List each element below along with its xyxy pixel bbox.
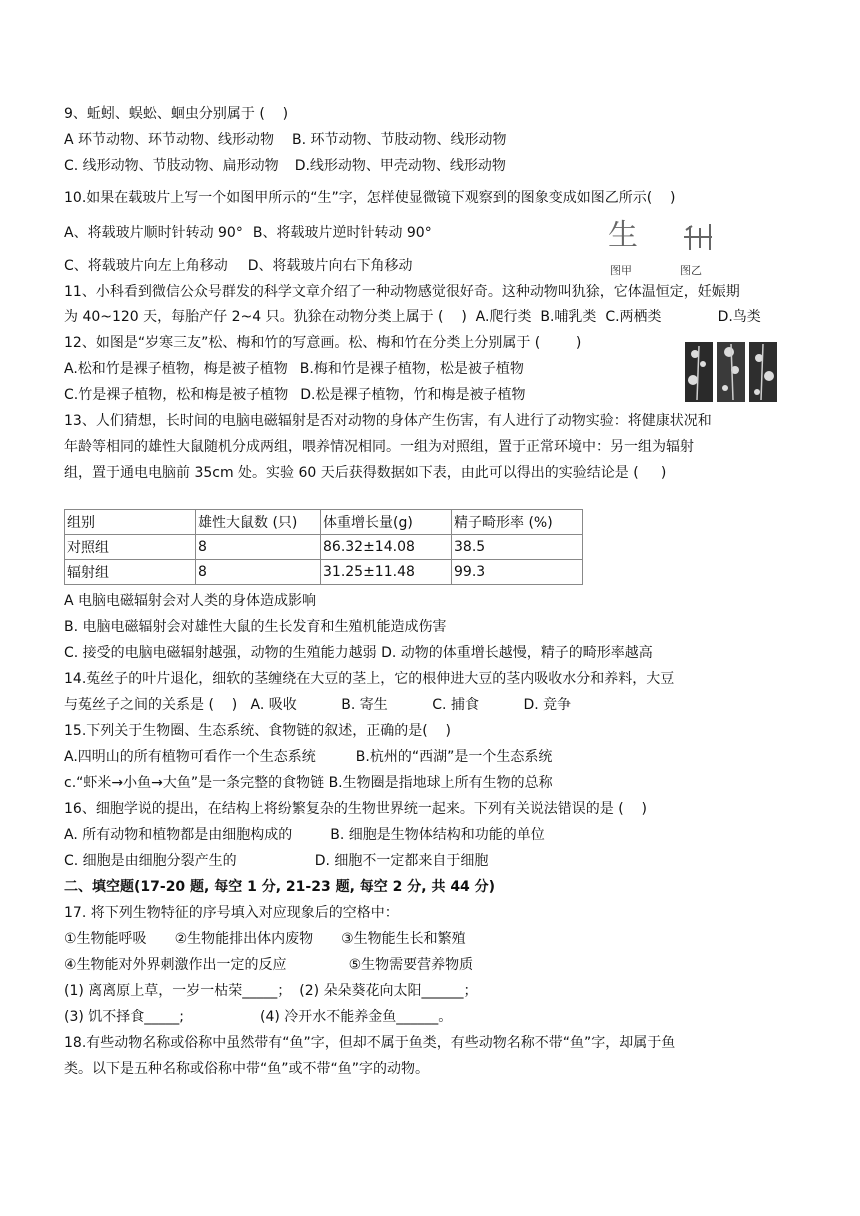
q15-options-row1 bbox=[64, 747, 552, 767]
q10-figure-a-caption: 图甲 bbox=[610, 264, 632, 277]
table-cell: 8 bbox=[196, 560, 321, 585]
q10-options-row1 bbox=[64, 223, 432, 243]
q17-blanks-row1 bbox=[64, 981, 478, 1001]
q17-feature-2: ②生物能排出体内废物 bbox=[174, 931, 314, 947]
q17-blank-3: (3) 饥不择食_____; bbox=[64, 1009, 184, 1025]
q16-option-a: A. 所有动物和植物都是由细胞构成的 bbox=[64, 827, 293, 843]
q13-line3: 组，置于通电电脑前 35cm 处。实验 60 天后获得数据如下表，由此可以得出的实验结论是 ( ) bbox=[64, 465, 667, 481]
q12-option-a: A.松和竹是裸子植物，梅是被子植物 bbox=[64, 361, 288, 377]
table-cell: 86.32±14.08 bbox=[321, 535, 452, 560]
q10-option-d: D、将载玻片向右下角移动 bbox=[247, 258, 413, 274]
table-row bbox=[65, 560, 583, 585]
q15-option-b: B.杭州的“西湖”是一个生态系统 bbox=[355, 749, 553, 765]
q17-stem: 17. 将下列生物特征的序号填入对应现象后的空格中： bbox=[64, 905, 399, 921]
q18-line2: 类。以下是五种名称或俗称中带“鱼”或不带“鱼”字的动物。 bbox=[64, 1061, 430, 1077]
q17-features-row1 bbox=[64, 929, 466, 949]
q9-options-row1 bbox=[64, 130, 507, 150]
q9-stem: 9、蚯蚓、蜈蚣、蛔虫分别属于 ( ) bbox=[64, 106, 289, 122]
q17-blanks-row2 bbox=[64, 1007, 452, 1027]
q13-option-b: B. 电脑电磁辐射会对雄性大鼠的生长发育和生殖机能造成伤害 bbox=[64, 619, 447, 635]
q12-options-row1 bbox=[64, 359, 524, 379]
q17-feature-1: ①生物能呼吸 bbox=[64, 931, 147, 947]
table-header-cell: 体重增长量(g) bbox=[321, 510, 452, 535]
q17-blank-2: (2) 朵朵葵花向太阳______； bbox=[299, 983, 478, 999]
q10-option-b: B、将载玻片逆时针转动 90° bbox=[252, 225, 432, 241]
section-2-title: 二、填空题(17-20 题, 每空 1 分, 21-23 题, 每空 2 分, 共 44 分) bbox=[64, 879, 496, 895]
q9-option-a: A 环节动物、环节动物、线形动物 bbox=[64, 132, 275, 148]
table-header-cell: 精子畸形率 (%) bbox=[452, 510, 583, 535]
q11-option-d: D.鸟类 bbox=[717, 309, 761, 325]
q15-stem: 15.下列关于生物圈、生态系统、食物链的叙述，正确的是( ) bbox=[64, 723, 451, 739]
q16-option-d: D. 细胞不一定都来自于细胞 bbox=[314, 853, 489, 869]
q12-option-b: B.梅和竹是裸子植物，松是被子植物 bbox=[299, 361, 524, 377]
q10-option-a: A、将载玻片顺时针转动 90° bbox=[64, 225, 243, 241]
q13-option-cd: C. 接受的电脑电磁辐射越强，动物的生殖能力越弱 D. 动物的体重增长越慢，精子的畸形率越高 bbox=[64, 645, 653, 661]
q9-option-b: B. 环节动物、节肢动物、线形动物 bbox=[292, 132, 507, 148]
q12-options-row2 bbox=[64, 385, 525, 405]
q11-line1: 11、小科看到微信公众号群发的科学文章介绍了一种动物感觉很好奇。这种动物叫犰狳，它体温恒定，妊娠期 bbox=[64, 284, 740, 300]
q10-option-c: C、将载玻片向左上角移动 bbox=[64, 258, 228, 274]
q17-blank-1: (1) 离离原上草，一岁一枯荣_____； bbox=[64, 983, 292, 999]
q16-option-b: B. 细胞是生物体结构和功能的单位 bbox=[330, 827, 545, 843]
q14-line2: 与菟丝子之间的关系是 ( ) A. 吸收 B. 寄生 C. 捕食 D. 竞争 bbox=[64, 697, 572, 713]
table-cell: 8 bbox=[196, 535, 321, 560]
q13-line2: 年龄等相同的雄性大鼠随机分成两组，喂养情况相同。一组为对照组，置于正常环境中：另一组为辐射 bbox=[64, 439, 694, 455]
table-row bbox=[65, 535, 583, 560]
q15-options-row2: c.“虾米→小鱼→大鱼”是一条完整的食物链 B.生物圈是指地球上所有生物的总称 bbox=[64, 775, 553, 791]
q14-line1: 14.菟丝子的叶片退化，细软的茎缠绕在大豆的茎上，它的根伸进大豆的茎内吸收水分和养料，大豆 bbox=[64, 671, 675, 687]
q17-features-row2 bbox=[64, 955, 473, 975]
table-cell: 31.25±11.48 bbox=[321, 560, 452, 585]
q10-stem: 10.如果在载玻片上写一个如图甲所示的“生”字，怎样使显微镜下观察到的图象变成如图乙所示( ) bbox=[64, 190, 676, 206]
q9-option-c: C. 线形动物、节肢动物、扁形动物 bbox=[64, 158, 279, 174]
q10-figure-b-caption: 图乙 bbox=[680, 264, 702, 277]
q17-feature-5: ⑤生物需要营养物质 bbox=[348, 957, 474, 973]
q13-option-a: A 电脑电磁辐射会对人类的身体造成影响 bbox=[64, 593, 317, 609]
q12-stem: 12、如图是“岁寒三友”松、梅和竹的写意画。松、梅和竹在分类上分别属于 ( ) bbox=[64, 335, 582, 351]
q10-figure-a: 生 bbox=[608, 218, 638, 253]
q10-figure-b bbox=[678, 220, 718, 254]
table-header-cell: 雄性大鼠数 (只) bbox=[196, 510, 321, 535]
q12-option-c: C.竹是裸子植物，松和梅是被子植物 bbox=[64, 387, 289, 403]
q13-line1: 13、人们猜想，长时间的电脑电磁辐射是否对动物的身体产生伤害，有人进行了动物实验：将健康状况和 bbox=[64, 413, 712, 429]
table-cell: 99.3 bbox=[452, 560, 583, 585]
table-cell: 38.5 bbox=[452, 535, 583, 560]
q13-data-table bbox=[64, 509, 583, 585]
q12-painting-image bbox=[683, 340, 779, 404]
q9-option-d: D.线形动物、甲壳动物、线形动物 bbox=[294, 158, 506, 174]
q17-feature-4: ④生物能对外界刺激作出一定的反应 bbox=[64, 957, 287, 973]
q12-option-d: D.松是裸子植物，竹和梅是被子植物 bbox=[300, 387, 526, 403]
q16-options-row1 bbox=[64, 825, 545, 845]
q17-blank-4: (4) 冷开水不能养金鱼______。 bbox=[260, 1009, 453, 1025]
table-cell: 对照组 bbox=[65, 535, 196, 560]
table-cell: 辐射组 bbox=[65, 560, 196, 585]
q17-feature-3: ③生物能生长和繁殖 bbox=[341, 931, 466, 947]
q15-option-a: A.四明山的所有植物可看作一个生态系统 bbox=[64, 749, 316, 765]
q16-options-row2 bbox=[64, 851, 488, 871]
q9-options-row2 bbox=[64, 156, 506, 176]
q18-line1: 18.有些动物名称或俗称中虽然带有“鱼”字，但却不属于鱼类，有些动物名称不带“鱼”字，却属于鱼 bbox=[64, 1035, 676, 1051]
q16-stem: 16、细胞学说的提出，在结构上将纷繁复杂的生物世界统一起来。下列有关说法错误的是 ( ) bbox=[64, 801, 647, 817]
q11-line2: 为 40~120 天，每胎产仔 2~4 只。犰狳在动物分类上属于 ( ) A.爬行类 B.哺乳类 C.两栖类 D.鸟类 bbox=[64, 309, 761, 325]
q10-figures bbox=[608, 218, 718, 278]
q10-options-row2 bbox=[64, 256, 413, 276]
q16-option-c: C. 细胞是由细胞分裂产生的 bbox=[64, 853, 237, 869]
table-header-cell: 组别 bbox=[65, 510, 196, 535]
table-header-row bbox=[65, 510, 583, 535]
